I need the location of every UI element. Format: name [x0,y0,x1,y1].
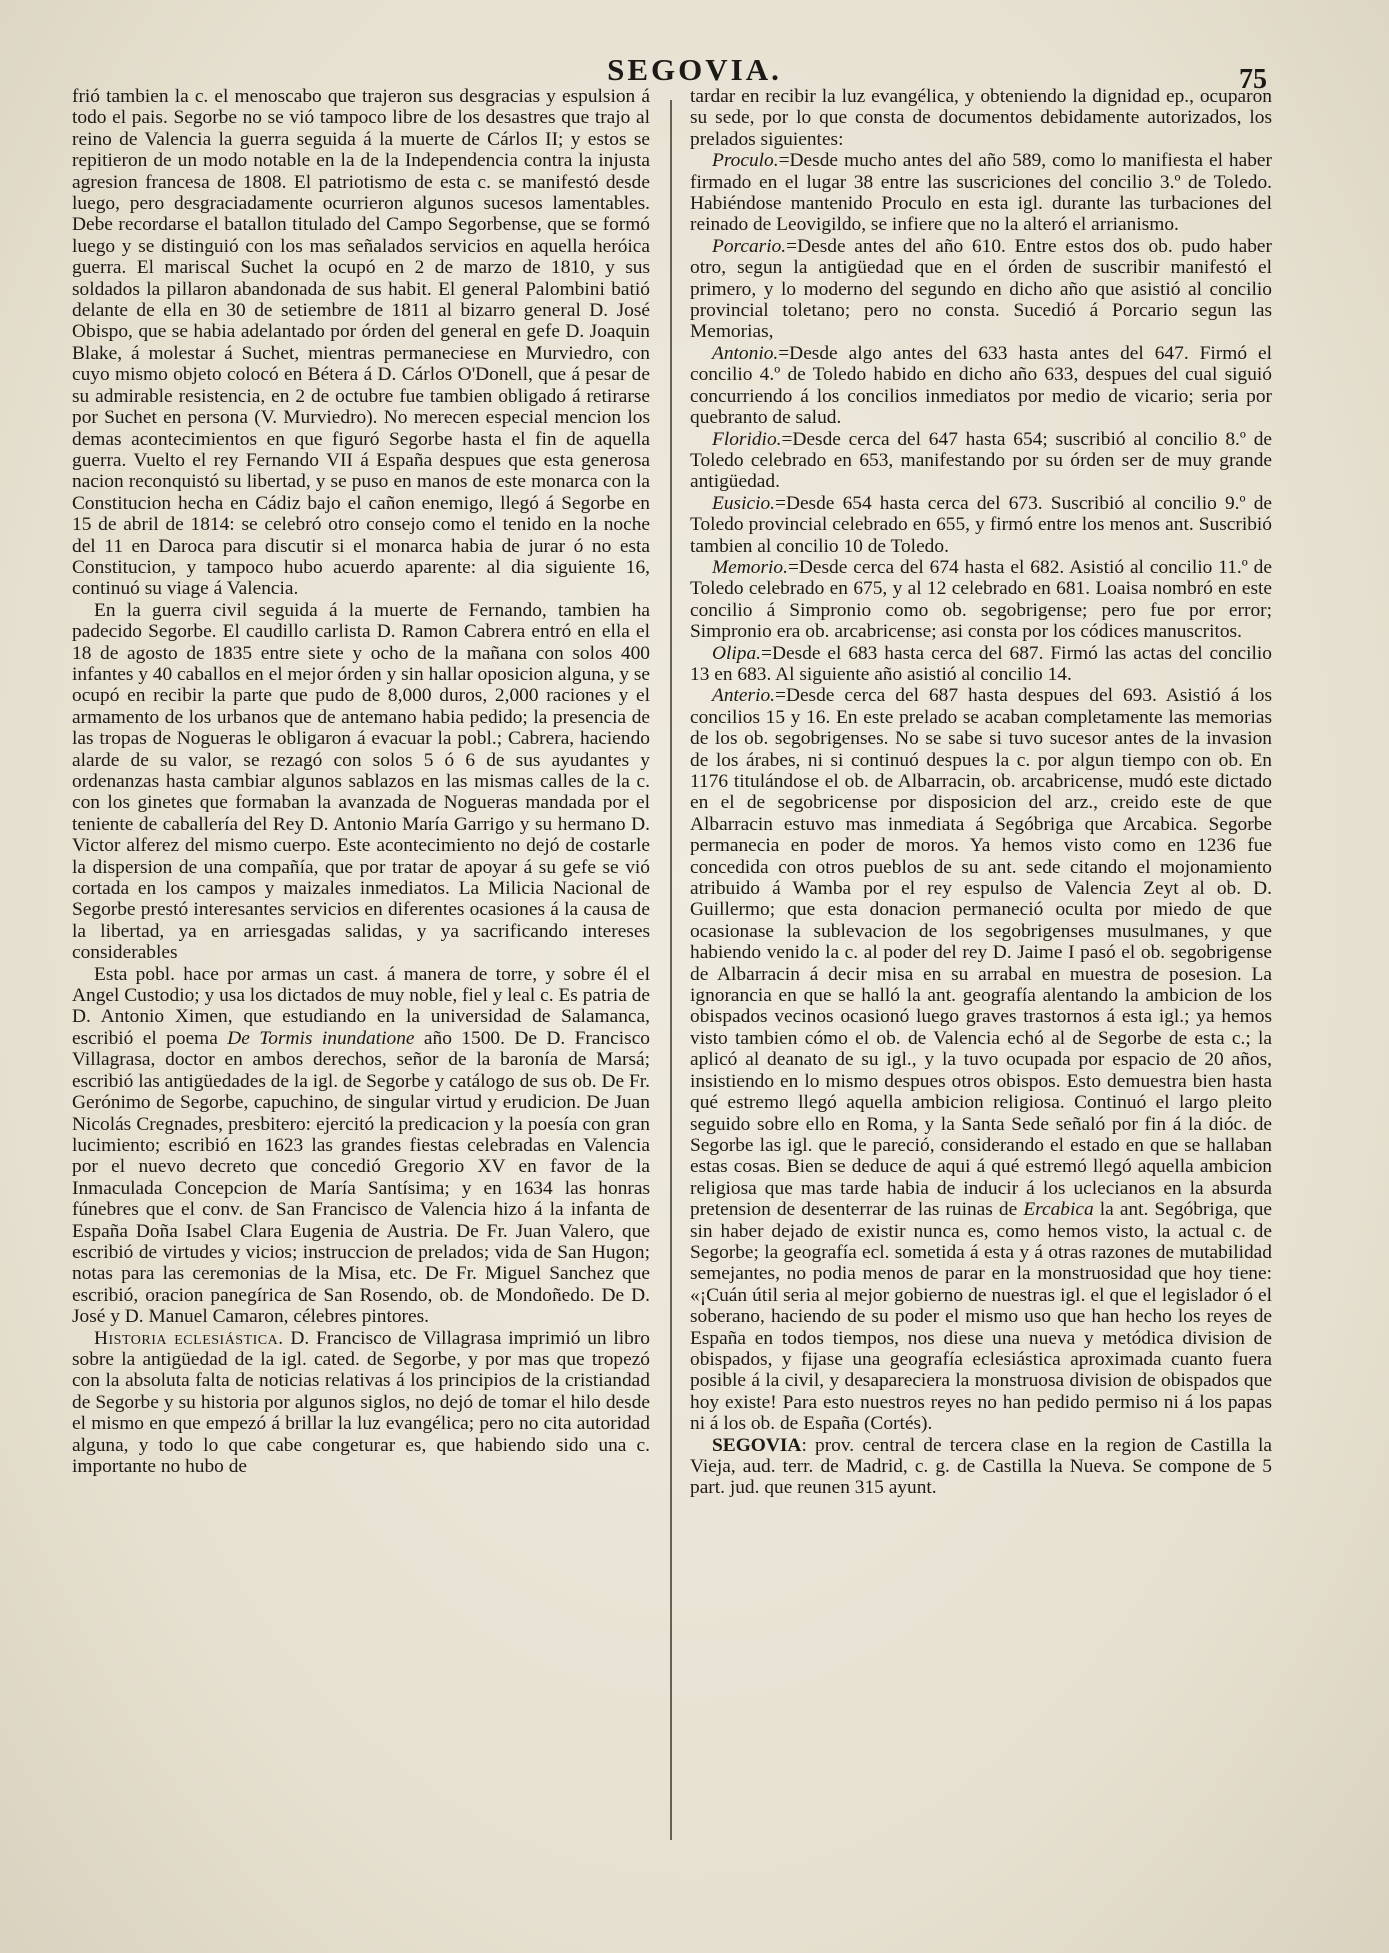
paragraph [72,964,650,1328]
bishop-entry [690,685,1272,1434]
text: =Desde 654 hasta cerca del 673. Suscribió al concilio 9.º de Toledo provincial celebrado en 655, y firmó entre los menos ant. Suscribió tambien al concilio 10 de Toledo. [690,492,1272,557]
entry-segovia [690,1435,1272,1499]
text: año 1500. De D. Francisco Villagrasa, doctor en ambos derechos, señor de la baronía de Marsá; escribió las antigüedades de la igl. de Segorbe y catálogo de sus ob. De Fr. Gerónimo de Segorbe, capuchino, de singular virtud y erudicion. De Juan Nicolás Cregnades, presbitero: ejercitó la predicacion y la poesía con gran lucimiento; escribió en 1623 las grandes fiestas celebradas en Valencia por el nuevo decreto que concedió Gregorio XV en favor de la Inmaculada Concepcion de María Santísima; y en 1634 las honras fúnebres que el conv. de San Francisco de Valencia hizo á la infanta de España Doña Isabel Clara Eugenia de Austria. De Fr. Juan Valero, que escribió de virtudes y vicios; instruccion de prelados; vida de San Hugon; notas para las ceremonias de la Misa, etc. De Fr. Miguel Sanchez que escribió, oracion panegírica de San Rosendo, ob. de Mondoñedo. De D. José y D. Manuel Camaron, célebres pintores. [72,1027,650,1328]
section-heading: Historia eclesiástica. [94,1327,284,1349]
bishop-name: Memorio. [712,556,788,578]
bishop-entry [690,236,1272,343]
text: =Desde cerca del 647 hasta 654; suscribió al concilio 8.º de Toledo celebrado en 653, manifestando por su órden ser de muy grande antigüedad. [690,428,1272,493]
running-head: SEGOVIA. [607,52,782,87]
left-column [72,86,650,1841]
place-name: Ercabica [1023,1199,1094,1221]
bishop-entry [690,343,1272,429]
text: la ant. Segóbriga, que sin haber dejado de existir nunca es, como hemos visto, la actual c. de Segorbe; la geografía ecl. sometida á esta y á otras razones de mutabilidad semejantes, no podia menos de parar en la monstruosidad que hoy tiene: «¡Cuán útil seria al mejor gobierno de nuestras igl. el que el legislador ó el soberano, haciendo de su poder el mismo uso que han hecho los reyes de España en todos tiempos, nos diese una nueva y metódica division de obispados, y fijase una geografía eclesiástica aproximada cuanto fuera posible á la civil, y desapareciera la monstruosa division de obispados que hoy existe! Para esto nuestros reyes no han pedido permiso ni á los papas ni á los ob. de España (Cortés). [690,1199,1272,1435]
text: =Desde mucho antes del año 589, como lo manifiesta el haber firmado en el lugar 38 entre las suscriciones del concilio 3.º de Toledo. Habiéndose mantenido Proculo en esta igl. durante las turbaciones del reinado de Leovigildo, se infiere que no la alteró el arrianismo. [690,150,1272,236]
paragraph: tardar en recibir la luz evangélica, y obteniendo la dignidad ep., ocuparon su sede, por lo que consta de documentos debidamente autorizados, los prelados siguientes: [690,86,1272,150]
text: =Desde cerca del 687 hasta despues del 693. Asistió á los concilios 15 y 16. En este prelado se acaban completamente las memorias de los ob. segobrigenses. No se sabe si tuvo sucesor antes de la invasion de los árabes, ni si continuó despues la c. por algun tiempo con ob. En 1176 titulándose el ob. de Albarracin, ob. arcabricense, mudó este dictado en el de segobricense por disposicion del arz., creido este de que Albarracin estuvo mas inmediata á Segóbriga que Arcabica. Segorbe permanecia en poder de moros. Ya hemos visto como en 1236 fue concedida con otros pueblos de su ant. sede citando el mojonamiento atribuido á Wamba por el rey espulso de Valencia Zeyt al ob. D. Guillermo; que esta donacion permaneció oculta por miedo de que ocasionase la sublevacion de los segobrigenses musulmanes, y que habiendo venido la c. al poder del rey D. Jaime I pasó el ob. segobrigense de Albarracin á decir misa en su arrabal en muestra de posesion. La ignorancia en que se halló la ant. geografía alentando la ambicion de los obispados vecinos ocasionó luego graves trastornos á esta igl.; ya hemos visto tambien cómo el ob. de Valencia echó al de Segorbe de esta c.; la aplicó al deanato de su igl., y la tuvo ocupada por espacio de 20 años, insistiendo en lo mismo despues otros obispos. Esto demuestra bien hasta qué estremo llegó aquella ambicion religiosa. Continuó el largo pleito seguido sobre ello en Roma, y la Santa Sede señaló por fin á la dióc. de Segorbe las igl. que le pareció, considerando el estado en que se hallaban estas cosas. Bien se deduce de aqui á qué estremó llegó aquella ambicion religiosa que mas tarde habia de inducir á los uclecianos en la absurda pretension de desenterrar de las ruinas de [690,685,1272,1221]
column-divider [670,100,672,1840]
text: : prov. central de tercera clase en la region de Castilla la Vieja, aud. terr. de Madrid, c. g. de Castilla la Nueva. Se compone de 5 part. jud. que reunen 315 ayunt. [690,1434,1272,1499]
text: =Desde algo antes del 633 hasta antes del 647. Firmó el concilio 4.º de Toledo habido en dicho año 633, despues del cual siguió concurriendo á los concilios inmediatos por medio de vicario; seria por quebranto de salud. [690,342,1272,429]
bishop-name: Olipa. [712,642,762,664]
bishop-name: Proculo. [712,150,779,172]
bishop-entry [690,643,1272,686]
text: =Desde antes del año 610. Entre estos dos ob. pudo haber otro, segun la antigüedad que en el órden de suscribir manifestó el primero, y lo moderno del segundo en dicho año que asistió al concilio provincial toletano; pero no consta. Sucedió á Porcario segun las Memorias, [690,235,1272,343]
bishop-entry [690,557,1272,643]
bishop-name: Floridio. [712,428,782,450]
paragraph: frió tambien la c. el menoscabo que trajeron sus desgracias y espulsion á todo el pais. Segorbe no se vió tampoco libre de los desastres que trajo al reino de Valencia la guerra seguida á la muerte de Cárlos II; y estos se repitieron de un modo notable en la de la Independencia contra la injusta agresion francesa de 1808. El patriotismo de esta c. se manifestó desde luego, pero desgraciadamente ocurrieron algunos sucesos lamentables. Debe recordarse el batallon titulado del Campo Segorbense, que se formó luego y se distinguió con los mas señalados servicios en aquella heróica guerra. El mariscal Suchet la ocupó en 2 de marzo de 1810, y sus soldados la pillaron abandonada de sus habit. El general Palombini batió delante de ella en 30 de setiembre de 1811 al bizarro general D. José Obispo, que se habia adelantado por órden del general en gefe D. Joaquin Blake, á molestar á Suchet, mientras permaneciese en Murviedro, con cuyo mismo objeto colocó en Bétera á D. Cárlos O'Donell, que á pesar de su admirable resistencia, en 2 de octubre fue tambien obligado á retirarse por Suchet en persona (V. Murviedro). No merecen especial mencion los demas acontecimientos en que figuró Segorbe hasta el fin de aquella guerra. Vuelto el rey Fernando VII á España despues que esta generosa nacion reconquistó su libertad, y se puso en manos de este monarca con la Constitucion hecha en Cádiz bajo el cañon enemigo, llegó á Segorbe en 15 de abril de 1814: se celebró otro consejo como el tenido en la noche del 11 en Daroca para discutir si el monarca habia de jurar ó no esta Constitucion, y tampoco hubo acuerdo aparente: al dia siguiente 16, continuó su viage á Valencia. [72,86,650,600]
bishop-entry [690,429,1272,493]
bishop-entry [690,150,1272,236]
paragraph [72,1328,650,1478]
bishop-name: Antonio. [712,342,779,364]
page-number: 75 [1239,64,1267,95]
text: Esta pobl. hace por armas un cast. á manera de torre, y sobre él el Angel Custodio; y usa los dictados de muy noble, fiel y leal c. Es patria de D. Antonio Ximen, que estudiando en la universidad de Salamanca, escribió el poema [72,963,650,1049]
bishop-name: Eusicio. [712,492,776,514]
bishop-entry [690,493,1272,557]
bishop-name: Porcario. [712,235,787,257]
text: =Desde cerca del 674 hasta el 682. Asistió al concilio 11.º de Toledo celebrado en 675, y al 12 celebrado en 681. Loaisa nombró en este concilio á Simpronio como ob. segobrigense; pero fue por error; Simpronio era ob. arcabricense; asi consta por los códices manuscritos. [690,556,1272,643]
text: D. Francisco de Villagrasa imprimió un libro sobre la antigüedad de la igl. cated. de Segorbe, y por mas que tropezó con la absoluta falta de noticias relativas á los principios de la cristiandad de Segorbe y su historia por algunos siglos, no dejó de tomar el hilo desde el mismo en que empezó á brillar la luz evangélica; pero no cita autoridad alguna, y todo lo que cabe congeturar es, que habiendo sido una c. importante no hubo de [72,1327,650,1477]
text: =Desde el 683 hasta cerca del 687. Firmó las actas del concilio 13 en 683. Al siguiente año asistió al concilio 14. [690,642,1272,685]
right-column [690,86,1272,1841]
poem-title: De Tormis inundatione [227,1027,415,1049]
bishop-name: Anterio. [712,685,776,707]
paragraph: En la guerra civil seguida á la muerte de Fernando, tambien ha padecido Segorbe. El caudillo carlista D. Ramon Cabrera entró en ella el 18 de agosto de 1835 entre siete y ocho de la mañana con solos 400 infantes y 40 caballos en el mejor órden y sin hallar oposicion alguna, y se ocupó en recibir la parte que pudo de 8,000 duros, 2,000 raciones y el armamento de los urbanos que de antemano habia pedido; la presencia de las tropas de Nogueras le obligaron á evacuar la pobl.; Cabrera, haciendo alarde de su valor, se rezagó con solos 5 ó 6 de sus ayudantes y ordenanzas hasta cambiar algunos sablazos en las mismas calles de la c. con los ginetes que formaban la avanzada de Nogueras mandada por el teniente de caballería del Rey D. Antonio María Garrigo y su hermano D. Victor alferez del mismo cuerpo. Este acontecimiento no dejó de costarle la dispersion de una compañía, que por tratar de apoyar á su gefe se vió cortada en los campos y maizales inmediatos. La Milicia Nacional de Segorbe prestó interesantes servicios en diferentes ocasiones á la causa de la libertad, ya en arriesgadas salidas, y ya sacrificando intereses considerables [72,599,650,964]
entry-heading: SEGOVIA [712,1434,802,1456]
